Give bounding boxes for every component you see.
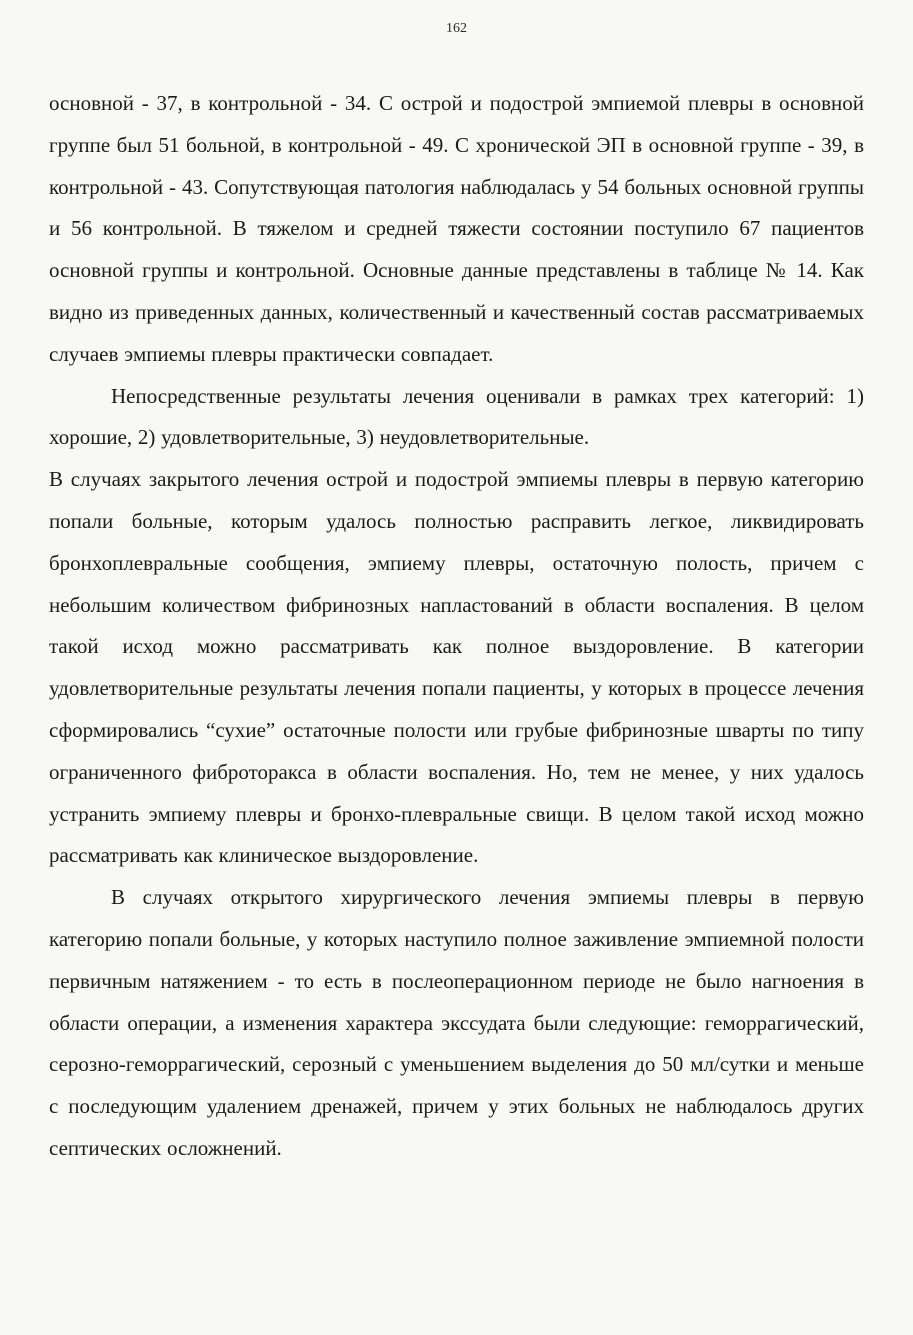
paragraph-4: В случаях открытого хирургического лечения эмпиемы плевры в первую категорию попали больные, у которых наступило полное заживление эмпиемной полости первичным натяжением - то есть в послеоперационном периоде не было нагноения в области операции, а изменения характера экссудата были следующие: геморрагический, серозно-геморрагический, серозный с уменьшением выделения до 50 мл/сутки и меньше с последующим удалением дренажей, причем у этих больных не наблюдалось других септических осложнений. [49, 885, 864, 1160]
paragraph-3: В случаях закрытого лечения острой и подострой эмпиемы плевры в первую категорию попали больные, которым удалось полностью расправить легкое, ликвидировать бронхоплевральные сообщения, эмпиему плевры, остаточную полость, причем с небольшим количеством фибринозных напластований в области воспаления. В целом такой исход можно рассматривать как полное выздоровление. В категории удовлетворительные результаты лечения попали пациенты, у которых в процессе лечения сформировались “сухие” остаточные полости или грубые фибринозные шварты по типу ограниченного фиброторакса в области воспаления. Но, тем не менее, у них удалось устранить эмпиему плевры и бронхо-плевральные свищи. В целом такой исход можно рассматривать как клиническое выздоровление. [49, 467, 864, 868]
page-number: 162 [446, 21, 467, 36]
paragraph-2: Непосредственные результаты лечения оценивали в рамках трех категорий: 1) хорошие, 2) удовлетворительные, 3) неудовлетворительные. [49, 383, 864, 450]
document-body [49, 83, 864, 1170]
paragraph-1: основной - 37, в контрольной - 34. С острой и подострой эмпиемой плевры в основной группе был 51 больной, в контрольной - 49. С хронической ЭП в основной группе - 39, в контрольной - 43. Сопутствующая патология наблюдалась у 54 больных основной группы и 56 контрольной. В тяжелом и средней тяжести состоянии поступило 67 пациентов основной группы и контрольной. Основные данные представлены в таблице № 14. Как видно из приведенных данных, количественный и качественный состав рассматриваемых случаев эмпиемы плевры практически совпадает. [49, 91, 864, 366]
